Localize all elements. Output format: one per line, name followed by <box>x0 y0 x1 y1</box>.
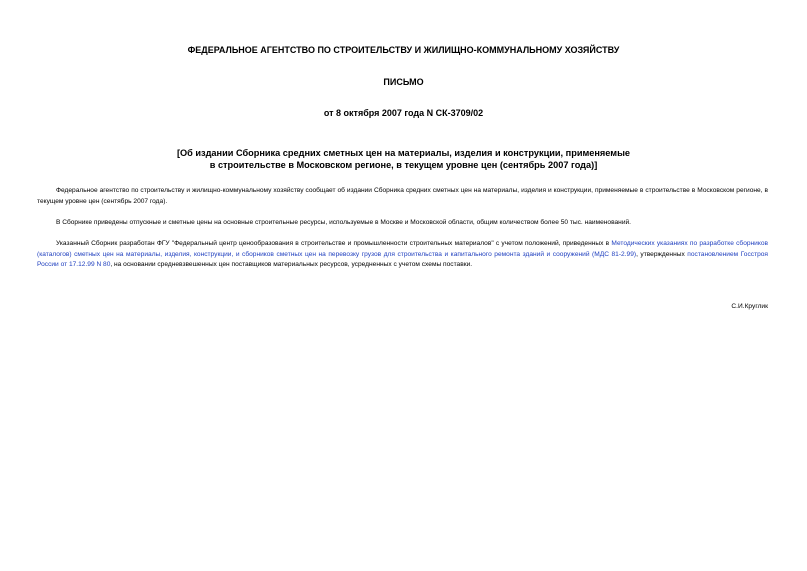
paragraph-developer-text-2: , утвержденных <box>636 250 688 258</box>
paragraph-developer-text-3: , на основании средневзвешенных цен поставщиков материальных ресурсов, усредненных с учетом схемы поставки. <box>110 261 473 268</box>
document-type-heading: ПИСЬМО <box>383 77 424 87</box>
document-title-line-1: [Об издании Сборника средних сметных цен на материалы, изделия и конструкции, применяемые <box>176 148 631 158</box>
gosstroy-resolution-link[interactable]: постановлением Госстроя России от 17.12.99 N 80 <box>37 250 768 268</box>
paragraph-developer <box>37 239 768 271</box>
paragraph-contents: В Сборнике приведены отпускные и сметные цены на основные строительные ресурсы, используемые в Москве и Московской области, общим количеством более 50 тыс. наименований. <box>56 219 632 226</box>
methodical-guidelines-link[interactable]: Методических указаниях по разработке сборников (каталогов) сметных цен на материалы, изделия, конструкции, и сборников сметных цен на перевозку грузов для строительства и капитального ремонта зданий и сооружений (МДС 81-2.99) <box>37 240 768 258</box>
paragraph-developer-text-1: Указанный Сборник разработан ФГУ "Федеральный центр ценообразования в строительстве и промышленности строительных материалов" с учетом положений, приведенных в <box>56 240 612 247</box>
signature: С.И.Круглик <box>731 303 768 310</box>
paragraph-announcement: Федеральное агентство по строительству и жилищно-коммунальному хозяйству сообщает об издании Сборника средних сметных цен на материалы, изделия и конструкции, применяемые в строительстве в Московском регионе, в текущем уровне цен (сентябрь 2007 года). <box>37 187 768 205</box>
document-date-heading: от 8 октября 2007 года N СК-3709/02 <box>323 108 484 118</box>
document-title <box>0 148 807 171</box>
document-title-line-2: в строительстве в Московском регионе, в текущем уровне цен (сентябрь 2007 года)] <box>209 159 598 170</box>
agency-heading: ФЕДЕРАЛЬНОЕ АГЕНТСТВО ПО СТРОИТЕЛЬСТВУ И ЖИЛИЩНО-КОММУНАЛЬНОМУ ХОЗЯЙСТВУ <box>187 45 620 55</box>
